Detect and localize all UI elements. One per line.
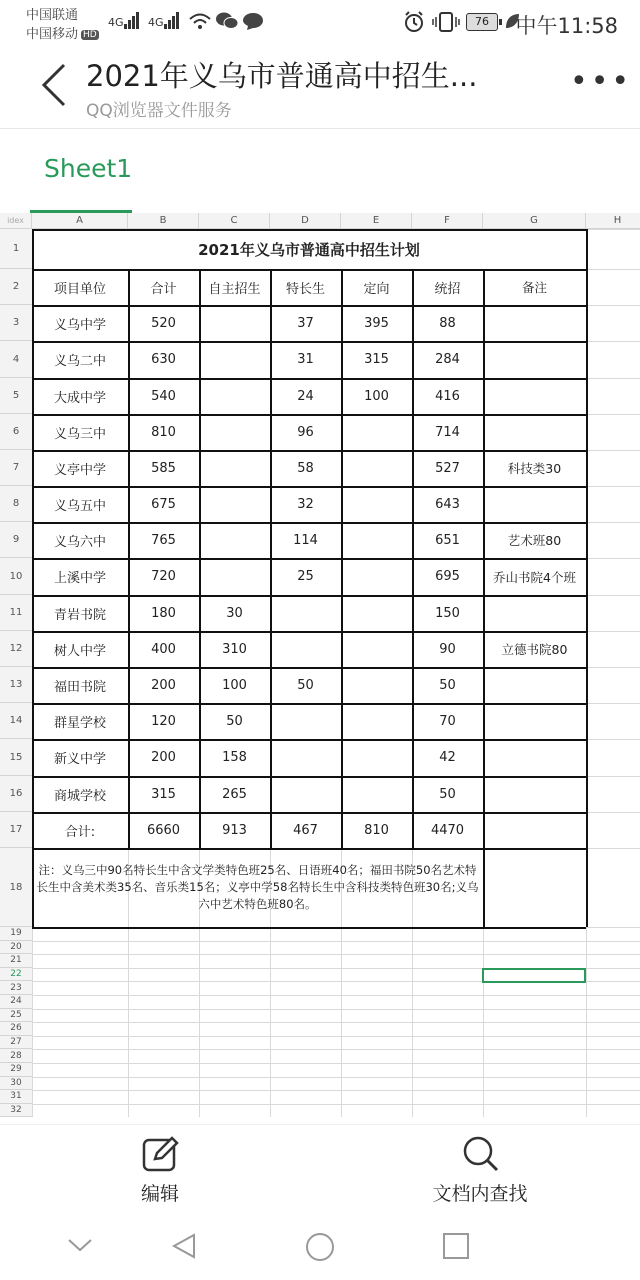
grid-line <box>32 1022 640 1023</box>
table-border <box>32 522 586 524</box>
table-cell[interactable] <box>341 667 412 703</box>
table-cell[interactable]: 585 <box>151 460 176 476</box>
table-cell[interactable] <box>341 776 412 812</box>
table-border <box>199 269 201 848</box>
row-header[interactable]: 12 <box>0 631 32 667</box>
table-cell[interactable]: 福田书院 <box>53 679 106 695</box>
table-cell[interactable] <box>270 631 341 667</box>
hide-keyboard-icon[interactable] <box>66 1236 94 1254</box>
table-cell[interactable]: 200 <box>151 750 176 765</box>
row-header[interactable]: 13 <box>0 667 32 703</box>
table-cell[interactable]: 520 <box>151 315 176 331</box>
table-cell[interactable]: 合计: <box>64 824 96 840</box>
table-cell[interactable]: 备注 <box>521 280 547 295</box>
table-border <box>32 631 586 633</box>
table-cell[interactable] <box>341 450 412 486</box>
search-icon <box>460 1133 500 1173</box>
table-cell[interactable]: 50 <box>439 786 456 802</box>
table-cell[interactable]: 180 <box>151 605 176 621</box>
find-label: 文档内查找 <box>432 1183 528 1205</box>
table-cell[interactable] <box>483 703 586 739</box>
table-cell[interactable] <box>270 776 341 812</box>
table-cell[interactable]: 大成中学 <box>53 390 106 406</box>
column-header[interactable]: F <box>412 213 483 229</box>
column-header[interactable]: B <box>128 213 199 229</box>
table-cell[interactable]: 150 <box>435 605 460 621</box>
table-cell[interactable]: 30 <box>226 605 243 621</box>
table-cell[interactable]: 100 <box>222 677 247 693</box>
table-cell[interactable] <box>341 414 412 450</box>
table-cell[interactable]: 义乌二中 <box>53 354 106 369</box>
table-cell[interactable]: 58 <box>297 460 314 476</box>
table-border <box>32 269 586 271</box>
table-border <box>483 848 485 927</box>
table-cell[interactable]: 310 <box>222 641 247 657</box>
table-cell[interactable] <box>483 595 586 631</box>
table-cell[interactable] <box>483 812 586 848</box>
row-header[interactable]: 32 <box>0 1104 32 1118</box>
table-cell[interactable] <box>341 486 412 522</box>
row-header[interactable]: 11 <box>0 595 32 631</box>
table-border <box>32 414 586 416</box>
table-border <box>32 927 586 929</box>
table-cell[interactable] <box>483 378 586 414</box>
table-cell[interactable] <box>199 450 270 486</box>
column-header[interactable]: G <box>483 213 586 229</box>
table-cell[interactable]: 540 <box>151 388 176 404</box>
table-cell[interactable] <box>341 739 412 776</box>
row-header[interactable]: 27 <box>0 1036 32 1050</box>
column-header[interactable]: A <box>32 213 128 229</box>
table-cell[interactable] <box>341 522 412 558</box>
corner-cell: idex <box>0 213 32 229</box>
table-border <box>32 229 34 927</box>
table-border <box>32 703 586 705</box>
page-title: 2021年义乌市普通高中招生... <box>86 59 478 93</box>
row-header[interactable]: 2 <box>0 269 32 305</box>
row-header[interactable]: 3 <box>0 305 32 341</box>
row-header[interactable]: 29 <box>0 1063 32 1077</box>
grid-line <box>32 1009 640 1010</box>
edit-button[interactable] <box>120 1135 200 1206</box>
grid-line <box>32 995 640 996</box>
table-cell[interactable]: 群星学校 <box>53 715 106 731</box>
table-cell[interactable] <box>483 739 586 776</box>
row-header[interactable]: 6 <box>0 414 32 450</box>
table-cell[interactable] <box>483 486 586 522</box>
table-cell[interactable] <box>270 739 341 776</box>
bottom-toolbar <box>0 1124 640 1211</box>
table-cell[interactable]: 树人中学 <box>53 643 106 659</box>
row-header[interactable]: 16 <box>0 776 32 812</box>
table-cell[interactable]: 70 <box>439 713 456 729</box>
table-cell[interactable]: 青岩书院 <box>53 607 106 623</box>
table-cell[interactable]: 统招 <box>434 281 461 297</box>
table-cell[interactable] <box>341 703 412 739</box>
column-header[interactable]: H <box>586 213 640 229</box>
table-cell[interactable]: 项目单位 <box>53 281 106 297</box>
table-cell[interactable]: 395 <box>364 315 389 331</box>
table-cell[interactable]: 50 <box>297 677 314 693</box>
table-cell[interactable]: 义亭中学 <box>53 462 106 478</box>
selected-cell[interactable] <box>482 968 586 984</box>
table-cell[interactable] <box>199 341 270 378</box>
table-cell[interactable] <box>199 378 270 414</box>
table-border <box>32 667 586 669</box>
row-header[interactable]: 31 <box>0 1090 32 1104</box>
table-cell[interactable]: 675 <box>151 496 176 512</box>
edit-label: 编辑 <box>140 1183 179 1205</box>
table-cell[interactable]: 24 <box>297 388 314 404</box>
table-cell[interactable]: 265 <box>222 786 247 802</box>
table-cell[interactable]: 乔山书院4个班 <box>493 569 576 585</box>
table-cell[interactable]: 32 <box>297 496 314 512</box>
signal-1: 4G <box>108 12 140 29</box>
recents-nav-icon[interactable] <box>442 1232 470 1260</box>
row-header[interactable]: 18 <box>0 848 32 927</box>
table-cell[interactable]: 315 <box>151 786 176 802</box>
table-cell[interactable]: 527 <box>435 460 460 476</box>
row-header[interactable]: 25 <box>0 1009 32 1023</box>
table-border <box>32 848 586 850</box>
table-cell[interactable]: 651 <box>435 532 460 548</box>
row-header[interactable]: 23 <box>0 981 32 995</box>
table-cell[interactable]: 50 <box>226 713 243 729</box>
clock: 中午11:58 <box>515 14 618 38</box>
row-header[interactable]: 22 <box>0 968 32 982</box>
table-cell[interactable] <box>199 305 270 341</box>
table-cell[interactable] <box>199 414 270 450</box>
table-border <box>341 269 343 848</box>
back-nav-icon[interactable] <box>170 1232 198 1260</box>
table-border <box>32 812 586 814</box>
grid-line <box>32 941 640 942</box>
table-cell[interactable] <box>483 305 586 341</box>
row-header[interactable]: 20 <box>0 941 32 955</box>
table-cell[interactable] <box>270 703 341 739</box>
table-cell[interactable] <box>483 341 586 378</box>
table-border <box>32 450 586 452</box>
column-header[interactable]: C <box>199 213 270 229</box>
more-options-icon[interactable]: ••• <box>570 64 633 99</box>
table-border <box>32 486 586 488</box>
table-cell[interactable]: 200 <box>151 677 176 693</box>
table-border <box>32 305 586 307</box>
find-in-document-button[interactable] <box>420 1133 540 1206</box>
table-cell[interactable]: 6660 <box>146 822 181 838</box>
hd-badge: HD <box>83 29 97 40</box>
table-cell[interactable] <box>199 486 270 522</box>
table-cell[interactable]: 25 <box>297 569 314 584</box>
table-border <box>586 229 588 927</box>
table-cell[interactable]: 810 <box>151 424 176 440</box>
table-cell[interactable]: 4470 <box>430 822 465 838</box>
table-cell[interactable]: 新义中学 <box>53 752 106 767</box>
carrier-1: 中国联通 <box>26 8 79 23</box>
table-cell[interactable] <box>341 631 412 667</box>
table-cell[interactable]: 720 <box>151 569 176 584</box>
table-cell[interactable]: 416 <box>435 388 460 404</box>
table-cell[interactable]: 913 <box>222 822 247 838</box>
table-cell[interactable] <box>483 667 586 703</box>
table-cell[interactable]: 义乌中学 <box>53 317 106 333</box>
table-border <box>32 558 586 560</box>
battery-icon: 76 <box>466 13 498 31</box>
table-cell[interactable]: 商城学校 <box>53 788 106 804</box>
page-subtitle: QQ浏览器文件服务 <box>86 101 232 121</box>
table-cell[interactable] <box>483 414 586 450</box>
row-header[interactable]: 24 <box>0 995 32 1009</box>
signal-2: 4G <box>148 12 180 29</box>
table-cell[interactable]: 714 <box>435 424 460 440</box>
table-cell[interactable]: 特长生 <box>285 281 325 297</box>
row-header[interactable]: 15 <box>0 739 32 776</box>
grid-line <box>32 1063 640 1064</box>
table-cell[interactable]: 自主招生 <box>208 281 261 297</box>
system-nav-bar <box>0 1210 640 1280</box>
table-cell[interactable]: 上溪中学 <box>53 571 106 586</box>
table-border <box>483 269 485 848</box>
tab-sheet1[interactable]: Sheet1 <box>44 154 133 183</box>
table-cell[interactable] <box>270 595 341 631</box>
table-cell[interactable]: 42 <box>439 750 456 765</box>
table-cell[interactable]: 810 <box>364 822 389 838</box>
row-header[interactable]: 30 <box>0 1077 32 1091</box>
table-cell[interactable] <box>199 558 270 595</box>
table-cell[interactable]: 艺术班80 <box>507 533 562 548</box>
table-border <box>32 739 586 741</box>
table-cell[interactable]: 400 <box>151 641 176 657</box>
table-border <box>32 341 586 343</box>
table-cell[interactable]: 37 <box>297 315 314 331</box>
table-cell[interactable]: 96 <box>297 424 314 440</box>
row-header[interactable]: 1 <box>0 229 32 269</box>
table-border <box>32 378 586 380</box>
table-cell[interactable]: 义乌五中 <box>53 498 106 514</box>
table-cell[interactable]: 120 <box>151 713 176 729</box>
column-header[interactable]: D <box>270 213 341 229</box>
grid-line <box>32 1077 640 1078</box>
row-header[interactable]: 8 <box>0 486 32 522</box>
table-cell[interactable]: 643 <box>435 496 460 512</box>
grid-line <box>32 1049 640 1050</box>
edit-icon <box>141 1135 179 1173</box>
grid-line <box>32 1090 640 1091</box>
row-header[interactable]: 5 <box>0 378 32 414</box>
table-cell[interactable] <box>341 595 412 631</box>
table-cell[interactable]: 467 <box>293 822 318 838</box>
row-header[interactable]: 7 <box>0 450 32 486</box>
grid-line <box>32 1036 640 1037</box>
row-header[interactable]: 14 <box>0 703 32 739</box>
row-header[interactable]: 9 <box>0 522 32 558</box>
table-cell[interactable]: 科技类30 <box>507 461 562 476</box>
table-cell[interactable]: 114 <box>293 532 318 548</box>
table-border <box>270 269 272 848</box>
table-border <box>32 595 586 597</box>
table-cell[interactable]: 定向 <box>363 281 390 297</box>
table-cell[interactable]: 90 <box>439 641 456 657</box>
table-cell[interactable]: 合计 <box>150 281 177 297</box>
table-cell[interactable]: 100 <box>364 388 389 404</box>
column-header[interactable]: E <box>341 213 412 229</box>
table-cell[interactable] <box>341 558 412 595</box>
table-cell[interactable]: 315 <box>364 352 389 367</box>
row-header[interactable]: 10 <box>0 558 32 595</box>
row-header[interactable]: 17 <box>0 812 32 848</box>
note-cell: 注：义乌三中90名特长生中含文学类特色班25名、日语班40名；福田书院50名艺术特长生中含美术类35名、音乐类15名；义亭中学58名特长生中含科技类特色班30名;义乌六中艺术特色班80名。 <box>36 863 479 911</box>
table-border <box>32 776 586 778</box>
carrier-2: 中国移动 HD <box>26 27 97 42</box>
table-cell[interactable]: 695 <box>435 569 460 584</box>
table-cell[interactable]: 158 <box>222 750 247 765</box>
table-cell[interactable] <box>483 776 586 812</box>
grid-line <box>32 954 640 955</box>
table-cell[interactable]: 立德书院80 <box>501 642 568 657</box>
table-cell[interactable]: 765 <box>151 532 176 548</box>
table-cell[interactable]: 义乌六中 <box>53 534 106 550</box>
table-border <box>128 269 130 848</box>
home-nav-icon[interactable] <box>305 1232 335 1262</box>
row-header[interactable]: 19 <box>0 927 32 941</box>
table-cell[interactable]: 义乌三中 <box>53 426 106 442</box>
table-cell[interactable]: 284 <box>435 352 460 367</box>
table-cell[interactable] <box>199 522 270 558</box>
grid-line <box>32 1104 640 1105</box>
row-header[interactable]: 21 <box>0 954 32 968</box>
row-header[interactable]: 4 <box>0 341 32 378</box>
table-border <box>412 269 414 848</box>
table-title: 2021年义乌市普通高中招生计划 <box>32 229 586 269</box>
row-header[interactable]: 26 <box>0 1022 32 1036</box>
table-cell[interactable]: 630 <box>151 352 176 367</box>
table-border <box>32 229 586 231</box>
table-cell[interactable]: 50 <box>439 677 456 693</box>
table-cell[interactable]: 88 <box>439 315 456 331</box>
table-cell[interactable]: 31 <box>297 352 314 367</box>
row-header[interactable]: 28 <box>0 1049 32 1063</box>
